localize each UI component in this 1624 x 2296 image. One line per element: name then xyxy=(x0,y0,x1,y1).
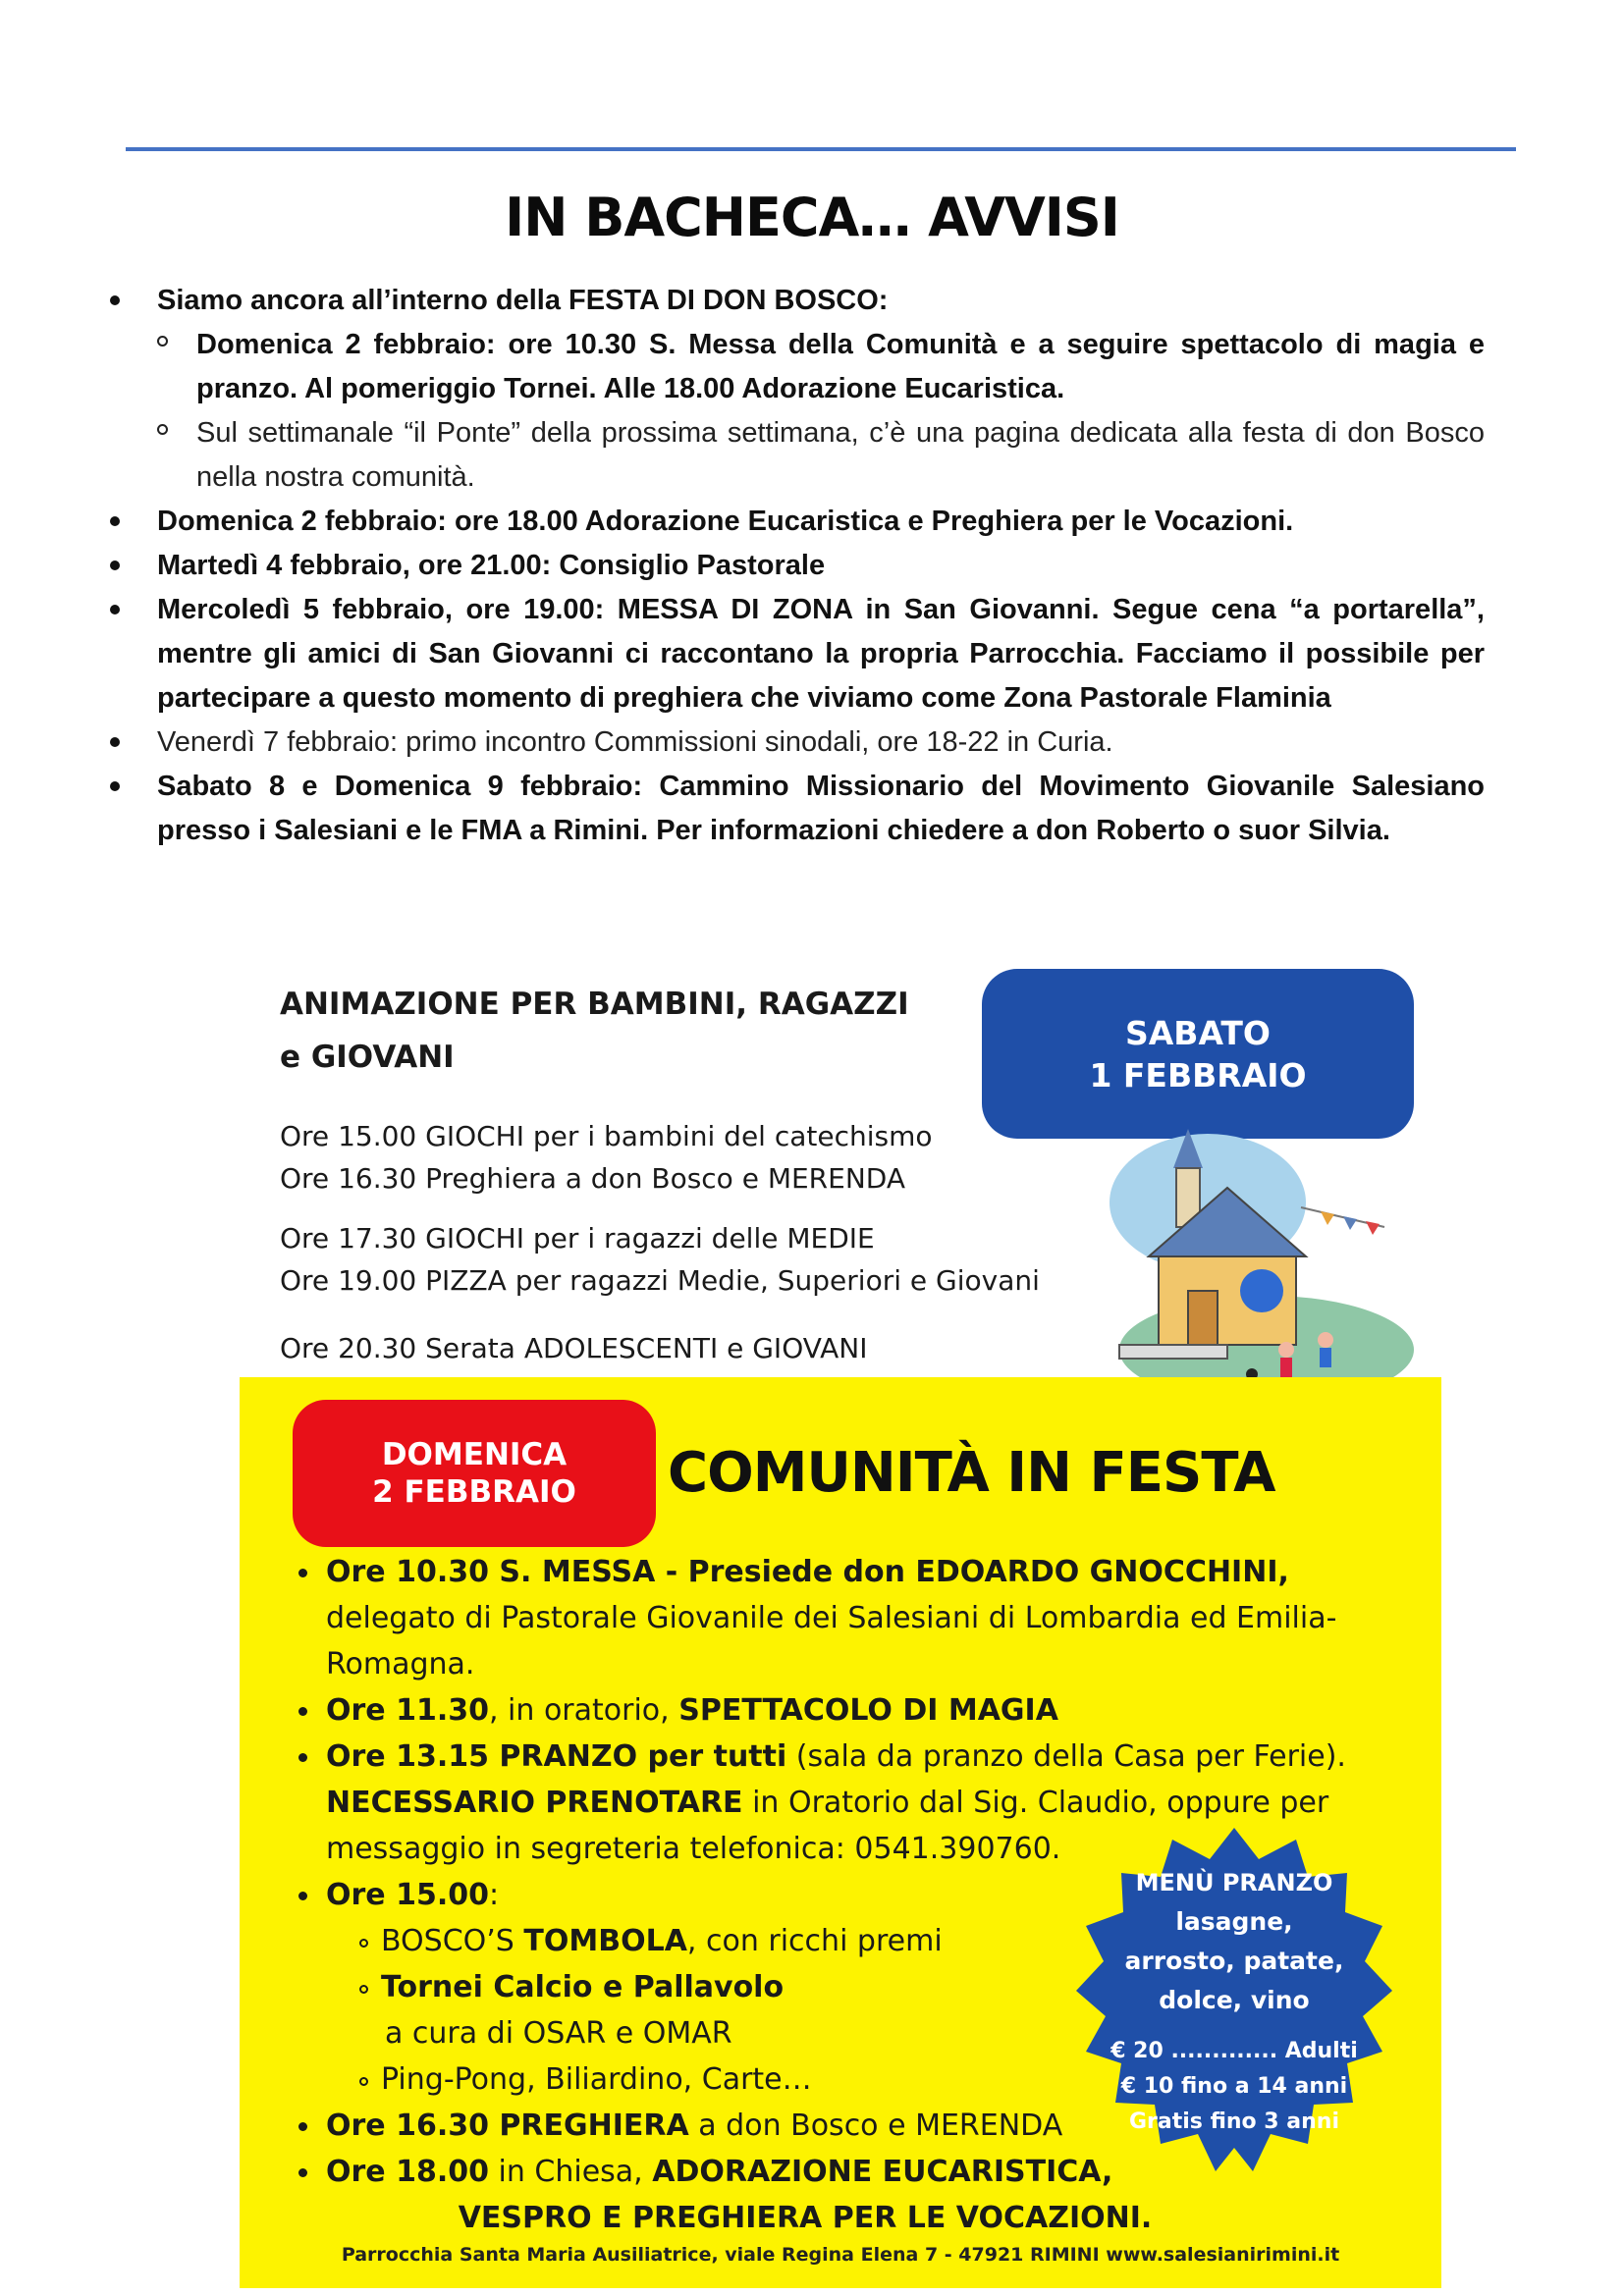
garland-flag xyxy=(1321,1211,1334,1225)
bullet-icon xyxy=(110,516,120,526)
bullet-icon xyxy=(298,1707,307,1716)
program-detail: , in oratorio, xyxy=(488,1693,679,1728)
garland-flag xyxy=(1366,1221,1380,1235)
program-time: Ore 18.00 xyxy=(326,2155,489,2189)
child-figure xyxy=(1280,1358,1292,1377)
notice-subtext: Domenica 2 febbraio: ore 10.30 S. Messa della Comunità e a seguire spettacolo di magia e pranzo. Al pomeriggio Tornei. Alle 18.00 Adorazione Eucaristica. xyxy=(196,329,1485,404)
animation-title-line2: e GIOVANI xyxy=(280,1040,455,1075)
saturday-schedule-group-1 xyxy=(280,1115,933,1200)
program-detail: in Chiesa, xyxy=(488,2155,653,2189)
schedule-detail: Preghiera a don Bosco e MERENDA xyxy=(416,1162,905,1195)
program-item xyxy=(295,1687,1434,1734)
schedule-time: Ore 15.00 xyxy=(280,1120,417,1152)
program-time: Ore 10.30 S. MESSA - Presiede don EDOARDO GNOCCHINI, xyxy=(326,1555,1289,1589)
saturday-schedule-group-2 xyxy=(280,1217,1040,1302)
notice-text: Mercoledì 5 febbraio, ore 19.00: MESSA DI ZONA in San Giovanni. Segue cena “a portarella”, mentre gli amici di San Giovanni ci raccontano la propria Parrocchia. Facciamo il possibile per partecipare a questo momento di preghiera che viviamo come Zona Pastorale Flaminia xyxy=(157,594,1485,714)
saturday-schedule-group-3 xyxy=(280,1327,867,1369)
picnic-table xyxy=(1119,1345,1227,1359)
notice-text: Venerdì 7 febbraio: primo incontro Commissioni sinodali, ore 18-22 in Curia. xyxy=(157,726,1113,758)
bullet-icon xyxy=(298,2168,307,2177)
saturday-label: SABATO xyxy=(1124,1013,1271,1052)
schedule-detail: per i ragazzi delle MEDIE xyxy=(524,1222,875,1255)
circle-bullet-icon xyxy=(359,2077,368,2086)
program-time: Ore 15.00 xyxy=(326,1878,489,1912)
program-item xyxy=(295,1549,1434,1595)
bullet-icon xyxy=(298,1753,307,1762)
menu-price: € 20 ............. Adulti xyxy=(1110,2039,1358,2063)
festa-title: COMUNITÀ IN FESTA xyxy=(668,1441,1275,1505)
program-time: Ore 11.30 xyxy=(326,1693,489,1728)
sunday-label: DOMENICA xyxy=(381,1437,568,1472)
program-activity: TOMBOLA xyxy=(523,1924,687,1958)
program-activity: NECESSARIO PRENOTARE xyxy=(326,1786,743,1820)
animation-title-line1: ANIMAZIONE PER BAMBINI, RAGAZZI xyxy=(280,987,909,1022)
program-item xyxy=(295,1734,1434,1780)
top-rule xyxy=(126,147,1516,151)
bullet-icon xyxy=(110,737,120,747)
program-activity: Tornei Calcio e Pallavolo xyxy=(381,1970,785,2004)
child-figure xyxy=(1278,1342,1294,1358)
schedule-activity: PIZZA xyxy=(425,1264,507,1297)
menu-line: lasagne, xyxy=(1175,1907,1293,1936)
schedule-line xyxy=(280,1157,933,1200)
notice-text: Martedì 4 febbraio, ore 21.00: Consiglio Pastorale xyxy=(157,550,826,581)
program-detail: : xyxy=(488,1878,500,1912)
program-continuation: Romagna. xyxy=(326,1647,475,1682)
program-continuation: VESPRO E PREGHIERA PER LE VOCAZIONI. xyxy=(458,2201,1153,2235)
notice-item xyxy=(157,588,1485,721)
notice-text: Sabato 8 e Domenica 9 febbraio: Cammino Missionario del Movimento Giovanile Salesiano presso i Salesiani e le FMA a Rimini. Per informazioni chiedere a don Roberto o suor Silvia. xyxy=(157,771,1485,846)
schedule-line xyxy=(280,1115,933,1157)
menu-text xyxy=(1076,1863,1392,2140)
schedule-activity: GIOCHI xyxy=(425,1120,524,1152)
bullet-icon xyxy=(110,781,120,791)
schedule-time: Ore 19.00 xyxy=(280,1264,417,1297)
schedule-line xyxy=(280,1327,867,1369)
sunday-date: 2 FEBBRAIO xyxy=(372,1474,576,1510)
notice-item xyxy=(157,544,1485,588)
church-door xyxy=(1188,1291,1218,1345)
menu-price: Gratis fino 3 anni xyxy=(1129,2109,1339,2134)
notice-text: Domenica 2 febbraio: ore 18.00 Adorazione Eucaristica e Preghiera per le Vocazioni. xyxy=(157,506,1294,537)
page-title: IN BACHECA… AVVISI xyxy=(505,187,1119,248)
program-detail: in Oratorio dal Sig. Claudio, oppure per xyxy=(742,1786,1329,1820)
schedule-detail: per ragazzi Medie, Superiori e Giovani xyxy=(506,1264,1040,1297)
menu-line: arrosto, patate, xyxy=(1124,1947,1344,1975)
animation-title xyxy=(280,978,987,1084)
program-detail: Ping-Pong, Biliardino, Carte… xyxy=(381,2062,812,2097)
program-continuation: delegato di Pastorale Giovanile dei Salesiani di Lombardia ed Emilia- xyxy=(326,1601,1337,1635)
bullet-icon xyxy=(110,605,120,614)
program-continuation: a cura di OSAR e OMAR xyxy=(385,2016,732,2051)
menu-title: MENÙ PRANZO xyxy=(1135,1869,1333,1896)
child-figure xyxy=(1318,1332,1333,1348)
program-time: Ore 13.15 PRANZO per tutti xyxy=(326,1739,787,1774)
bullet-icon xyxy=(298,1892,307,1900)
notice-item xyxy=(157,500,1485,544)
schedule-time: Ore 20.30 xyxy=(280,1332,417,1364)
schedule-activity: GIOCHI xyxy=(425,1222,524,1255)
program-time: Ore 16.30 PREGHIERA xyxy=(326,2109,689,2143)
church-illustration xyxy=(1090,1109,1414,1414)
notice-subitem xyxy=(196,323,1485,411)
menu-price: € 10 fino a 14 anni xyxy=(1120,2074,1348,2099)
bullet-icon xyxy=(298,2122,307,2131)
program-detail: (sala da pranzo della Casa per Ferie). xyxy=(786,1739,1346,1774)
schedule-time: Ore 16.30 xyxy=(280,1162,417,1195)
notice-text: Siamo ancora all’interno della FESTA DI DON BOSCO: xyxy=(157,285,889,316)
schedule-detail: per i bambini del catechismo xyxy=(524,1120,933,1152)
program-detail: BOSCO’S xyxy=(381,1924,524,1958)
circle-bullet-icon xyxy=(157,336,168,347)
notice-item xyxy=(157,279,1485,323)
notice-list xyxy=(157,279,1485,853)
program-continuation xyxy=(295,1780,1434,1826)
bullet-icon xyxy=(298,1569,307,1577)
schedule-time: Ore 17.30 xyxy=(280,1222,417,1255)
notice-subtext: Sul settimanale “il Ponte” della prossima settimana, c’è una pagina dedicata alla festa di don Bosco nella nostra comunità. xyxy=(196,417,1485,493)
program-continuation: messaggio in segreteria telefonica: 0541.390760. xyxy=(326,1832,1061,1866)
circle-bullet-icon xyxy=(359,1939,368,1948)
schedule-detail: Serata ADOLESCENTI e GIOVANI xyxy=(416,1332,868,1364)
program-detail: a don Bosco e MERENDA xyxy=(688,2109,1063,2143)
sunday-date-badge xyxy=(293,1400,656,1547)
flyer-footer: Parrocchia Santa Maria Ausiliatrice, viale Regina Elena 7 - 47921 RIMINI www.salesianirimini.it xyxy=(341,2244,1340,2266)
child-figure xyxy=(1320,1348,1331,1367)
saturday-date: 1 FEBBRAIO xyxy=(1089,1055,1307,1095)
notice-item xyxy=(157,765,1485,853)
bullet-icon xyxy=(110,561,120,570)
church-rose-window xyxy=(1240,1269,1283,1312)
garland-flag xyxy=(1343,1216,1357,1230)
bullet-icon xyxy=(110,295,120,305)
menu-line: dolce, vino xyxy=(1159,1986,1310,2014)
notice-item xyxy=(157,721,1485,765)
program-activity: ADORAZIONE EUCARISTICA, xyxy=(652,2155,1113,2189)
circle-bullet-icon xyxy=(359,1985,368,1994)
program-activity: SPETTACOLO DI MAGIA xyxy=(678,1693,1058,1728)
program-detail: , con ricchi premi xyxy=(686,1924,943,1958)
circle-bullet-icon xyxy=(157,424,168,435)
schedule-line xyxy=(280,1259,1040,1302)
notice-subitem xyxy=(196,411,1485,500)
schedule-line xyxy=(280,1217,1040,1259)
